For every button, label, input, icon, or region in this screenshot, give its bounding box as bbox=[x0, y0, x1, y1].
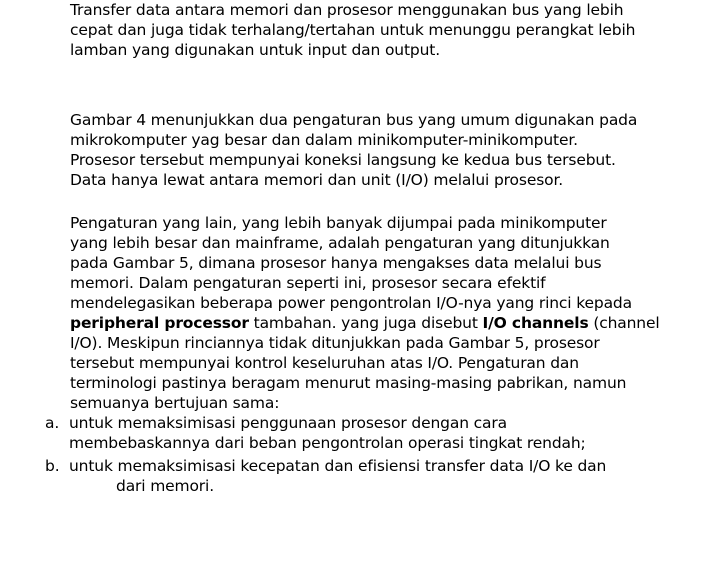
text-line: terminologi pastinya beragam menurut masing-masing pabrikan, namun bbox=[70, 374, 627, 392]
list-text-continuation: membebaskannya dari beban pengontrolan operasi tingkat rendah; bbox=[69, 434, 586, 452]
bold-term-peripheral-processor: peripheral processor bbox=[70, 314, 249, 332]
text-line: semuanya bertujuan sama: bbox=[70, 394, 280, 412]
text-line: cepat dan juga tidak terhalang/tertahan untuk menunggu perangkat lebih bbox=[70, 21, 636, 39]
text-line: mikrokomputer yag besar dan dalam minikomputer-minikomputer. bbox=[70, 131, 578, 149]
paragraph-pengaturan-lain bbox=[70, 213, 690, 413]
list-line bbox=[45, 413, 586, 433]
text-line: I/O). Meskipun rinciannya tidak ditunjukkan pada Gambar 5, prosesor bbox=[70, 334, 600, 352]
text-line: lamban yang digunakan untuk input dan output. bbox=[70, 41, 440, 59]
list-item-b bbox=[45, 456, 606, 496]
text-line: Transfer data antara memori dan prosesor menggunakan bus yang lebih bbox=[70, 1, 624, 19]
text-line: pada Gambar 5, dimana prosesor hanya mengakses data melalui bus bbox=[70, 254, 602, 272]
list-text-continuation: dari memori. bbox=[116, 477, 214, 495]
text-line: mendelegasikan beberapa power pengontrolan I/O-nya yang rinci kepada bbox=[70, 294, 632, 312]
text-line: memori. Dalam pengaturan seperti ini, prosesor secara efektif bbox=[70, 274, 546, 292]
text-line bbox=[70, 313, 690, 333]
text-line: Prosesor tersebut mempunyai koneksi langsung ke kedua bus tersebut. bbox=[70, 151, 616, 169]
paragraph-transfer-data bbox=[70, 0, 690, 60]
text-line: Gambar 4 menunjukkan dua pengaturan bus yang umum digunakan pada bbox=[70, 111, 638, 129]
text-line: Data hanya lewat antara memori dan unit (I/O) melalui prosesor. bbox=[70, 171, 564, 189]
list-line bbox=[45, 456, 606, 476]
text-line: yang lebih besar dan mainframe, adalah pengaturan yang ditunjukkan bbox=[70, 234, 610, 252]
list-marker: b. bbox=[45, 457, 60, 475]
list-text: untuk memaksimisasi penggunaan prosesor dengan cara bbox=[69, 414, 507, 432]
list-text: untuk memaksimisasi kecepatan dan efisiensi transfer data I/O ke dan bbox=[69, 457, 607, 475]
bold-term-io-channels: I/O channels bbox=[482, 314, 589, 332]
text-line: tersebut mempunyai kontrol keseluruhan atas I/O. Pengaturan dan bbox=[70, 354, 579, 372]
list-marker: a. bbox=[45, 414, 60, 432]
list-item-a bbox=[45, 413, 586, 453]
paragraph-gambar-4 bbox=[70, 110, 690, 190]
text-segment: tambahan. yang juga disebut bbox=[248, 314, 483, 332]
text-line: Pengaturan yang lain, yang lebih banyak dijumpai pada minikomputer bbox=[70, 214, 607, 232]
text-segment: (channel bbox=[588, 314, 660, 332]
